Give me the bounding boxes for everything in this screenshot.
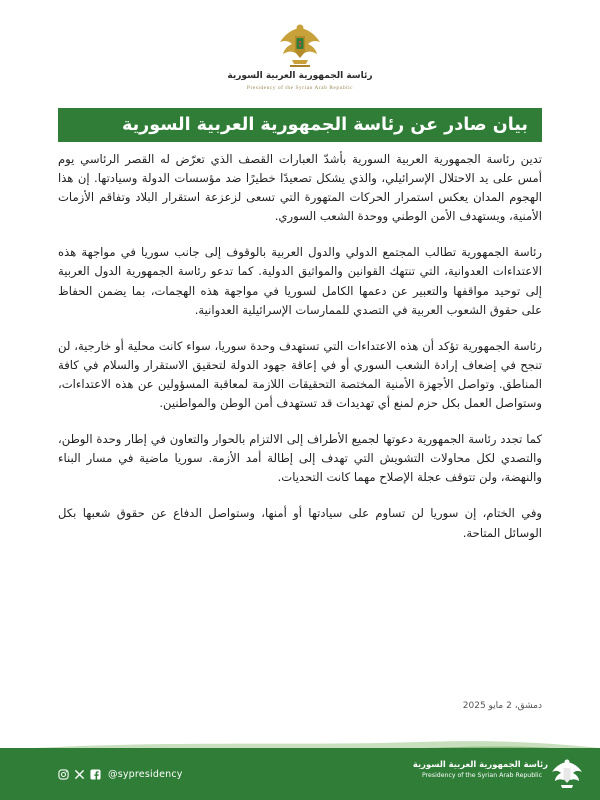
social-links — [58, 768, 183, 780]
paragraph-1: تدين رئاسة الجمهورية العربية السورية بأشدّ العبارات القصف الذي تعرّض له القصر الرئاسي يوم أمس على يد الاحتلال الإسرائيلي، والذي يشكل تصعيدًا خطيرًا ضد مؤسسات الدولة وسيادتها. إن هذا الهجوم المدان يعكس استمرار الحركات المتهورة التي تسعى لزعزعة استقرار البلاد وتفاقم الأزمات الأمنية، ويستهدف الأمن الوطني ووحدة الشعب السوري. — [58, 152, 542, 224]
page-header — [0, 0, 600, 100]
statement-body — [58, 150, 542, 543]
date-line: دمشق، 2 مايو 2025 — [462, 701, 542, 711]
footer-org-name-ar: رئاسة الجمهورية العربية السورية — [412, 759, 548, 769]
social-handle[interactable]: @sypresidency — [108, 768, 183, 780]
footer-eagle-emblem-icon — [549, 757, 585, 791]
instagram-icon[interactable] — [58, 769, 69, 780]
eagle-emblem-icon — [276, 20, 324, 72]
x-icon[interactable] — [74, 769, 85, 780]
statement-title: بيان صادر عن رئاسة الجمهورية العربية السورية — [58, 108, 542, 142]
header-org-name-ar: رئاسة الجمهورية العربية السورية — [227, 71, 373, 81]
paragraph-4: كما تجدد رئاسة الجمهورية دعوتها لجميع الأطراف إلى الالتزام بالحوار والتعاون في إطار وحدة الوطن، والتصدي لكل محاولات التشويش التي تهدف إلى إطالة أمد الأزمة. سوريا ماضية في مسار البناء والنهضة، ولن تتوقف عجلة الإصلاح مهما كانت التحديات. — [58, 432, 542, 485]
paragraph-5: وفي الختام، إن سوريا لن تساوم على سيادتها أو أمنها، وستواصل الدفاع عن حقوق شعبها بكل الوسائل المتاحة. — [58, 506, 542, 540]
paragraph-3: رئاسة الجمهورية تؤكد أن هذه الاعتداءات التي تستهدف وحدة سوريا، سواء كانت محلية أو خارجية، لن تنجح في إضعاف إرادة الشعب السوري أو في إعاقة جهود الدولة لتحقيق الاستقرار والسلام في كافة المناطق. وتواصل الأجهزة الأمنية المختصة التحقيقات اللازمة لمعاقبة المسؤولين عن هذه الاعتداءات، وستواصل العمل بكل حزم لمنع أي تهديدات قد تستهدف أمن الوطن والمواطنين. — [58, 338, 542, 411]
header-org-name-en: Presidency of the Syrian Arab Republic — [246, 85, 354, 91]
paragraph-2: رئاسة الجمهورية تطالب المجتمع الدولي والدول العربية بالوقوف إلى جانب سوريا في مواجهة هذه الاعتداءات العدوانية، التي تنتهك القوانين والمواثيق الدولية. كما تدعو رئاسة الجمهورية الدول العربية إلى توحيد مواقفها والتعبير عن دعمها الكامل لسوريا في مواجهة هذه الهجمات، بما يضمن الحفاظ على حقوق الشعوب العربية في التصدي للممارسات الإسرائيلية العدوانية. — [58, 245, 542, 317]
footer-org-name-en: Presidency of the Syrian Arab Republic — [422, 772, 542, 779]
facebook-icon[interactable] — [90, 769, 101, 780]
